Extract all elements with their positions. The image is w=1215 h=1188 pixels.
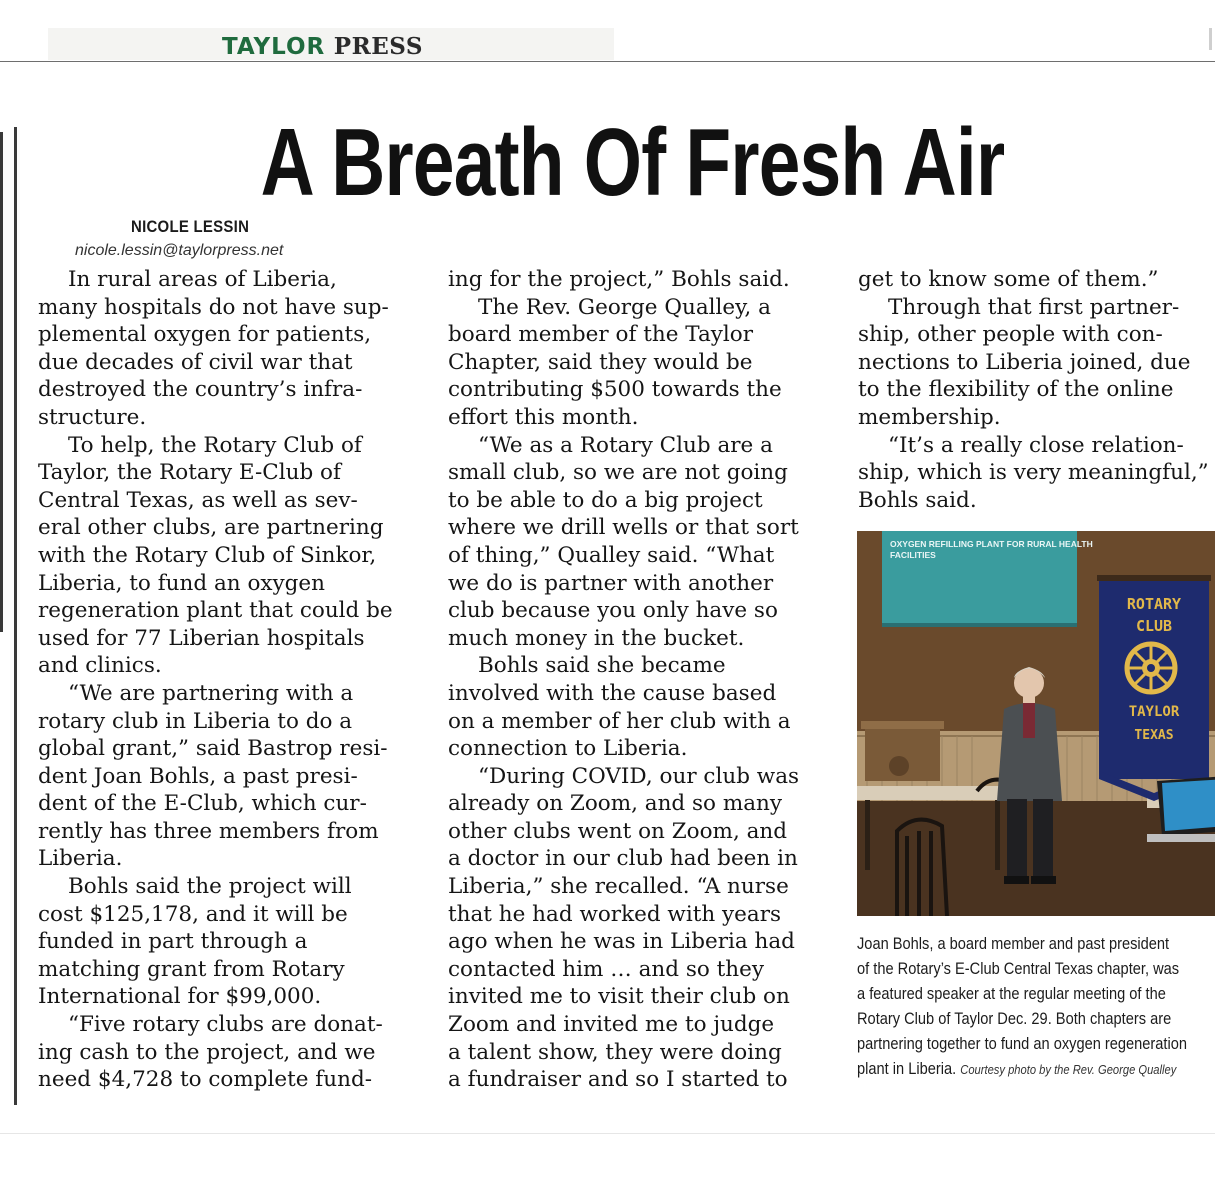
screen-text-2: FACILITIES: [890, 550, 936, 560]
article-line: Through that first partner-: [888, 294, 1180, 320]
byline-email: nicole.lessin@taylorpress.net: [75, 242, 284, 259]
caption-line: of the Rotary’s E-Club Central Texas chapter, was: [857, 959, 1180, 978]
article-line: to the flexibility of the online: [858, 377, 1174, 403]
page-bottom-edge: [0, 1133, 1215, 1134]
masthead-press: PRESS: [333, 33, 423, 60]
article-line: Liberia,” she recalled. “A nurse: [448, 874, 789, 900]
article-line: other clubs went on Zoom, and: [448, 818, 788, 844]
article-line: a doctor in our club had been in: [448, 846, 798, 872]
article-line: regeneration plant that could be: [38, 598, 393, 624]
article-line: funded in part through a: [38, 929, 308, 955]
article-line: The Rev. George Qualley, a: [478, 294, 771, 320]
article-line: “Five rotary clubs are donat-: [68, 1012, 383, 1038]
article-line: with the Rotary Club of Sinkor,: [38, 542, 377, 568]
article-line: used for 77 Liberian hospitals: [38, 625, 365, 651]
banner-text-4: TEXAS: [1134, 728, 1174, 743]
article-line: small club, so we are not going: [448, 460, 788, 486]
banner-text-2: CLUB: [1135, 617, 1173, 635]
caption-line: Rotary Club of Taylor Dec. 29. Both chapters are: [857, 1009, 1172, 1028]
column-rule: [14, 127, 17, 1105]
screen-text-1: OXYGEN REFILLING PLANT FOR RURAL HEALTH: [890, 539, 1093, 549]
adjacent-column-rule: [0, 132, 3, 632]
article-column-3: [858, 266, 1215, 514]
article-line: due decades of civil war that: [38, 349, 353, 375]
masthead-taylor: TAYLOR: [222, 34, 326, 60]
photo-credit: Courtesy photo by the Rev. George Qualley: [960, 1062, 1177, 1077]
caption-line: Joan Bohls, a board member and past president: [857, 934, 1170, 953]
article-line: membership.: [858, 404, 1001, 430]
podium: [861, 721, 944, 781]
article-line: Chapter, said they would be: [448, 349, 753, 375]
article-line: global grant,” said Bastrop resi-: [38, 736, 388, 762]
article-line: destroyed the country’s infra-: [38, 377, 363, 403]
article-line: dent Joan Bohls, a past presi-: [38, 763, 358, 789]
banner-text-3: TAYLOR: [1128, 704, 1180, 720]
page-edge-mark: [1209, 28, 1212, 50]
article-line: structure.: [38, 404, 147, 430]
article-line: eral other clubs, are partnering: [38, 515, 384, 541]
article-line: Liberia.: [38, 846, 123, 872]
article-line: ago when he was in Liberia had: [448, 929, 795, 955]
article-line: International for $99,000.: [38, 984, 322, 1010]
article-line: already on Zoom, and so many: [448, 791, 783, 817]
article-line: matching grant from Rotary: [38, 956, 345, 982]
article-line: get to know some of them.”: [858, 267, 1159, 292]
article-line: nections to Liberia joined, due: [858, 349, 1191, 375]
article-line: ship, other people with con-: [858, 322, 1163, 348]
rotary-banner: [1097, 575, 1211, 801]
article-line: a talent show, they were doing: [448, 1039, 782, 1065]
article-line: to be able to do a big project: [448, 487, 763, 513]
projection-screen: [882, 531, 1093, 627]
article-line: Zoom and invited me to judge: [448, 1012, 775, 1038]
article-line: contacted him … and so they: [448, 956, 765, 982]
banner-text-1: ROTARY: [1126, 595, 1182, 613]
article-line: much money in the bucket.: [448, 625, 745, 651]
article-line: we do is partner with another: [448, 570, 774, 596]
article-line: need $4,728 to complete fund-: [38, 1067, 372, 1093]
article-line: involved with the cause based: [448, 680, 777, 706]
article-line: that he had worked with years: [448, 901, 782, 927]
masthead: [222, 33, 423, 60]
article-line: Taylor, the Rotary E-Club of: [38, 460, 341, 486]
article-line: In rural areas of Liberia,: [68, 267, 337, 292]
article-line: board member of the Taylor: [448, 322, 754, 348]
photo-caption: [857, 931, 1188, 1082]
article-line: effort this month.: [448, 404, 639, 430]
byline-name: NICOLE LESSIN: [131, 217, 250, 236]
article-line: rently has three members from: [38, 818, 379, 844]
article-line: plemental oxygen for patients,: [38, 322, 372, 348]
article-line: Bohls said.: [858, 487, 977, 513]
article-line: a fundraiser and so I started to: [448, 1067, 788, 1093]
article-line: “It’s a really close relation-: [888, 432, 1184, 458]
article-line: on a member of her club with a: [448, 708, 791, 734]
article-line: Central Texas, as well as sev-: [38, 487, 358, 513]
masthead-rule: [0, 61, 1215, 62]
article-line: club because you only have so: [448, 598, 778, 624]
article-line: “We as a Rotary Club are a: [478, 432, 773, 458]
caption-last-line: [857, 1056, 1175, 1082]
article-line: invited me to visit their club on: [448, 984, 790, 1010]
article-line: connection to Liberia.: [448, 736, 688, 762]
article-line: ing cash to the project, and we: [38, 1039, 376, 1065]
article-line: and clinics.: [38, 653, 162, 679]
rotary-wheel-icon: [1127, 644, 1175, 692]
article-line: where we drill wells or that sort: [448, 515, 799, 541]
article-line: ing for the project,” Bohls said.: [448, 267, 790, 292]
article-line: rotary club in Liberia to do a: [38, 708, 353, 734]
article-column-1: [38, 266, 430, 1094]
headline: A Breath Of Fresh Air: [260, 109, 1005, 216]
article-line: dent of the E-Club, which cur-: [38, 791, 367, 817]
article-line: To help, the Rotary Club of: [68, 432, 362, 458]
caption-line: a featured speaker at the regular meeting of the: [857, 984, 1166, 1003]
article-line: Liberia, to fund an oxygen: [38, 570, 325, 596]
caption-line: plant in Liberia.: [857, 1059, 957, 1078]
article-photo: [857, 531, 1215, 916]
article-line: many hospitals do not have sup-: [38, 294, 389, 320]
article-line: contributing $500 towards the: [448, 377, 782, 403]
article-line: cost $125,178, and it will be: [38, 901, 348, 927]
article-line: Bohls said the project will: [68, 874, 352, 900]
article-line: “We are partnering with a: [68, 680, 354, 706]
article-line: ship, which is very meaningful,”: [858, 460, 1209, 486]
caption-line: partnering together to fund an oxygen regeneration: [857, 1034, 1188, 1053]
article-line: of thing,” Qualley said. “What: [448, 542, 775, 568]
article-line: Bohls said she became: [478, 653, 726, 679]
article-column-2: [448, 266, 838, 1094]
article-line: “During COVID, our club was: [478, 763, 800, 789]
